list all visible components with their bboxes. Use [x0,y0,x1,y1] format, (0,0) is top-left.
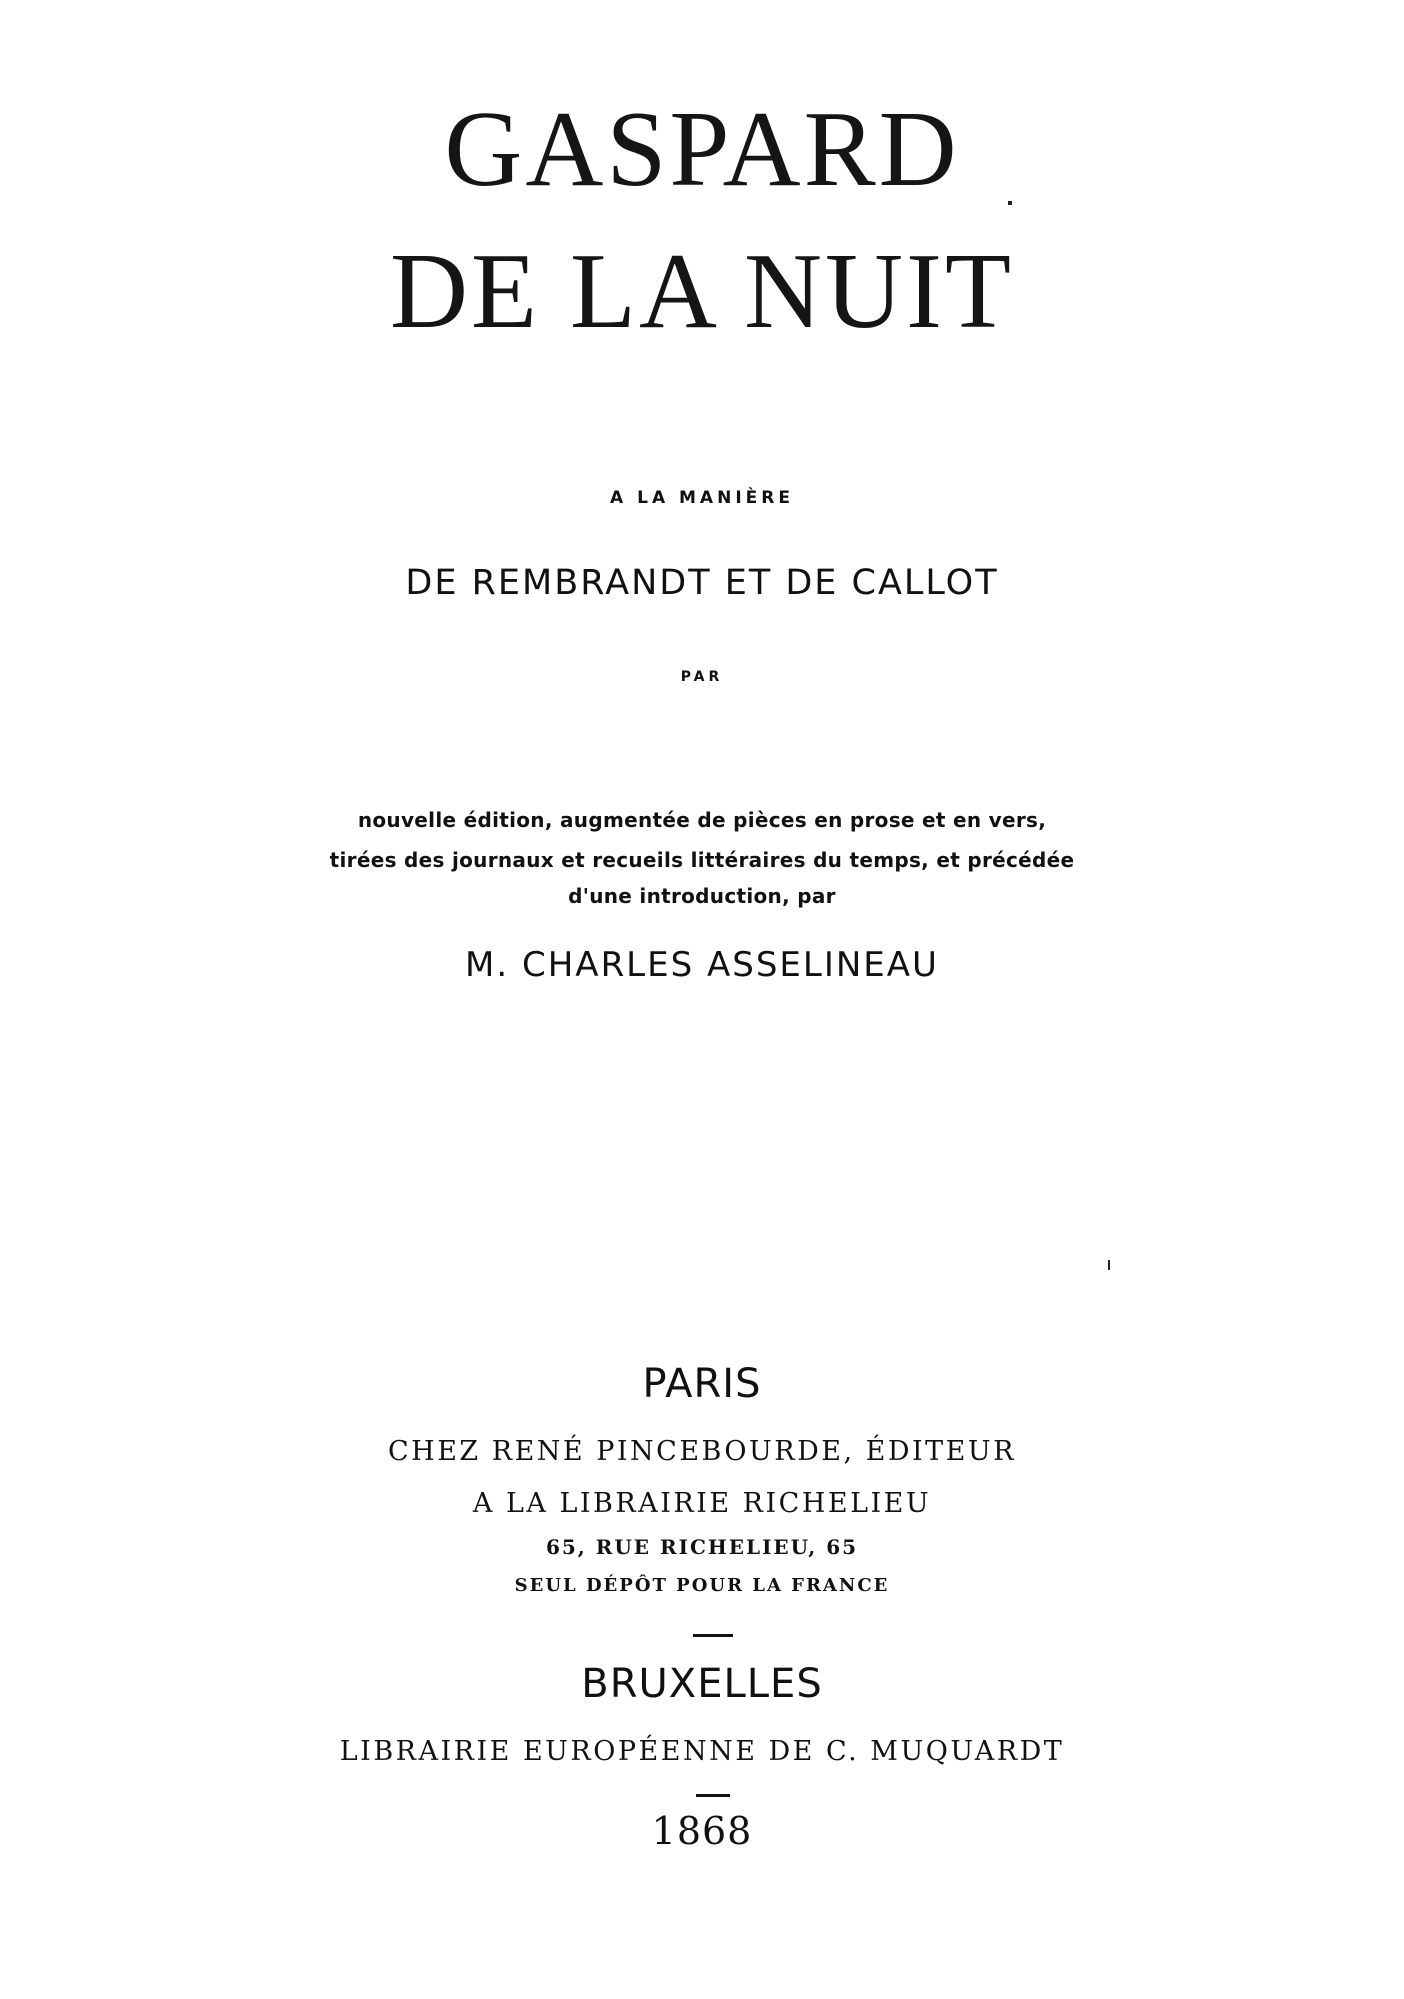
title-line-1: GASPARD [444,90,960,209]
author-name: M. CHARLES ASSELINEAU [465,945,939,985]
brussels-city: BRUXELLES [581,1661,823,1707]
subtitle-by: PAR [680,669,724,685]
brussels-bookshop: LIBRAIRIE EUROPÉENNE DE C. MUQUARDT [339,1736,1065,1767]
publication-year: 1868 [651,1809,753,1853]
paris-city: PARIS [642,1361,762,1407]
paris-depot: SEUL DÉPÔT POUR LA FRANCE [514,1575,890,1596]
paris-address: 65, RUE RICHELIEU, 65 [545,1535,859,1559]
print-speck [1108,1260,1110,1270]
subtitle-main: DE REMBRANDT ET DE CALLOT [405,563,999,603]
year-divider [696,1794,730,1797]
paris-publisher: CHEZ RENÉ PINCEBOURDE, ÉDITEUR [388,1436,1016,1467]
section-divider [693,1634,733,1637]
edition-note-line-3: d'une introduction, par [568,884,836,908]
edition-note-line-2: tirées des journaux et recueils littéraires du temps, et précédée [329,848,1075,872]
print-speck [1008,201,1012,205]
subtitle-manner: A LA MANIÈRE [610,488,794,508]
paris-bookshop: A LA LIBRAIRIE RICHELIEU [472,1488,932,1519]
title-line-2: DE LA NUIT [390,232,1014,351]
edition-note-line-1: nouvelle édition, augmentée de pièces en prose et en vers, [357,808,1047,832]
